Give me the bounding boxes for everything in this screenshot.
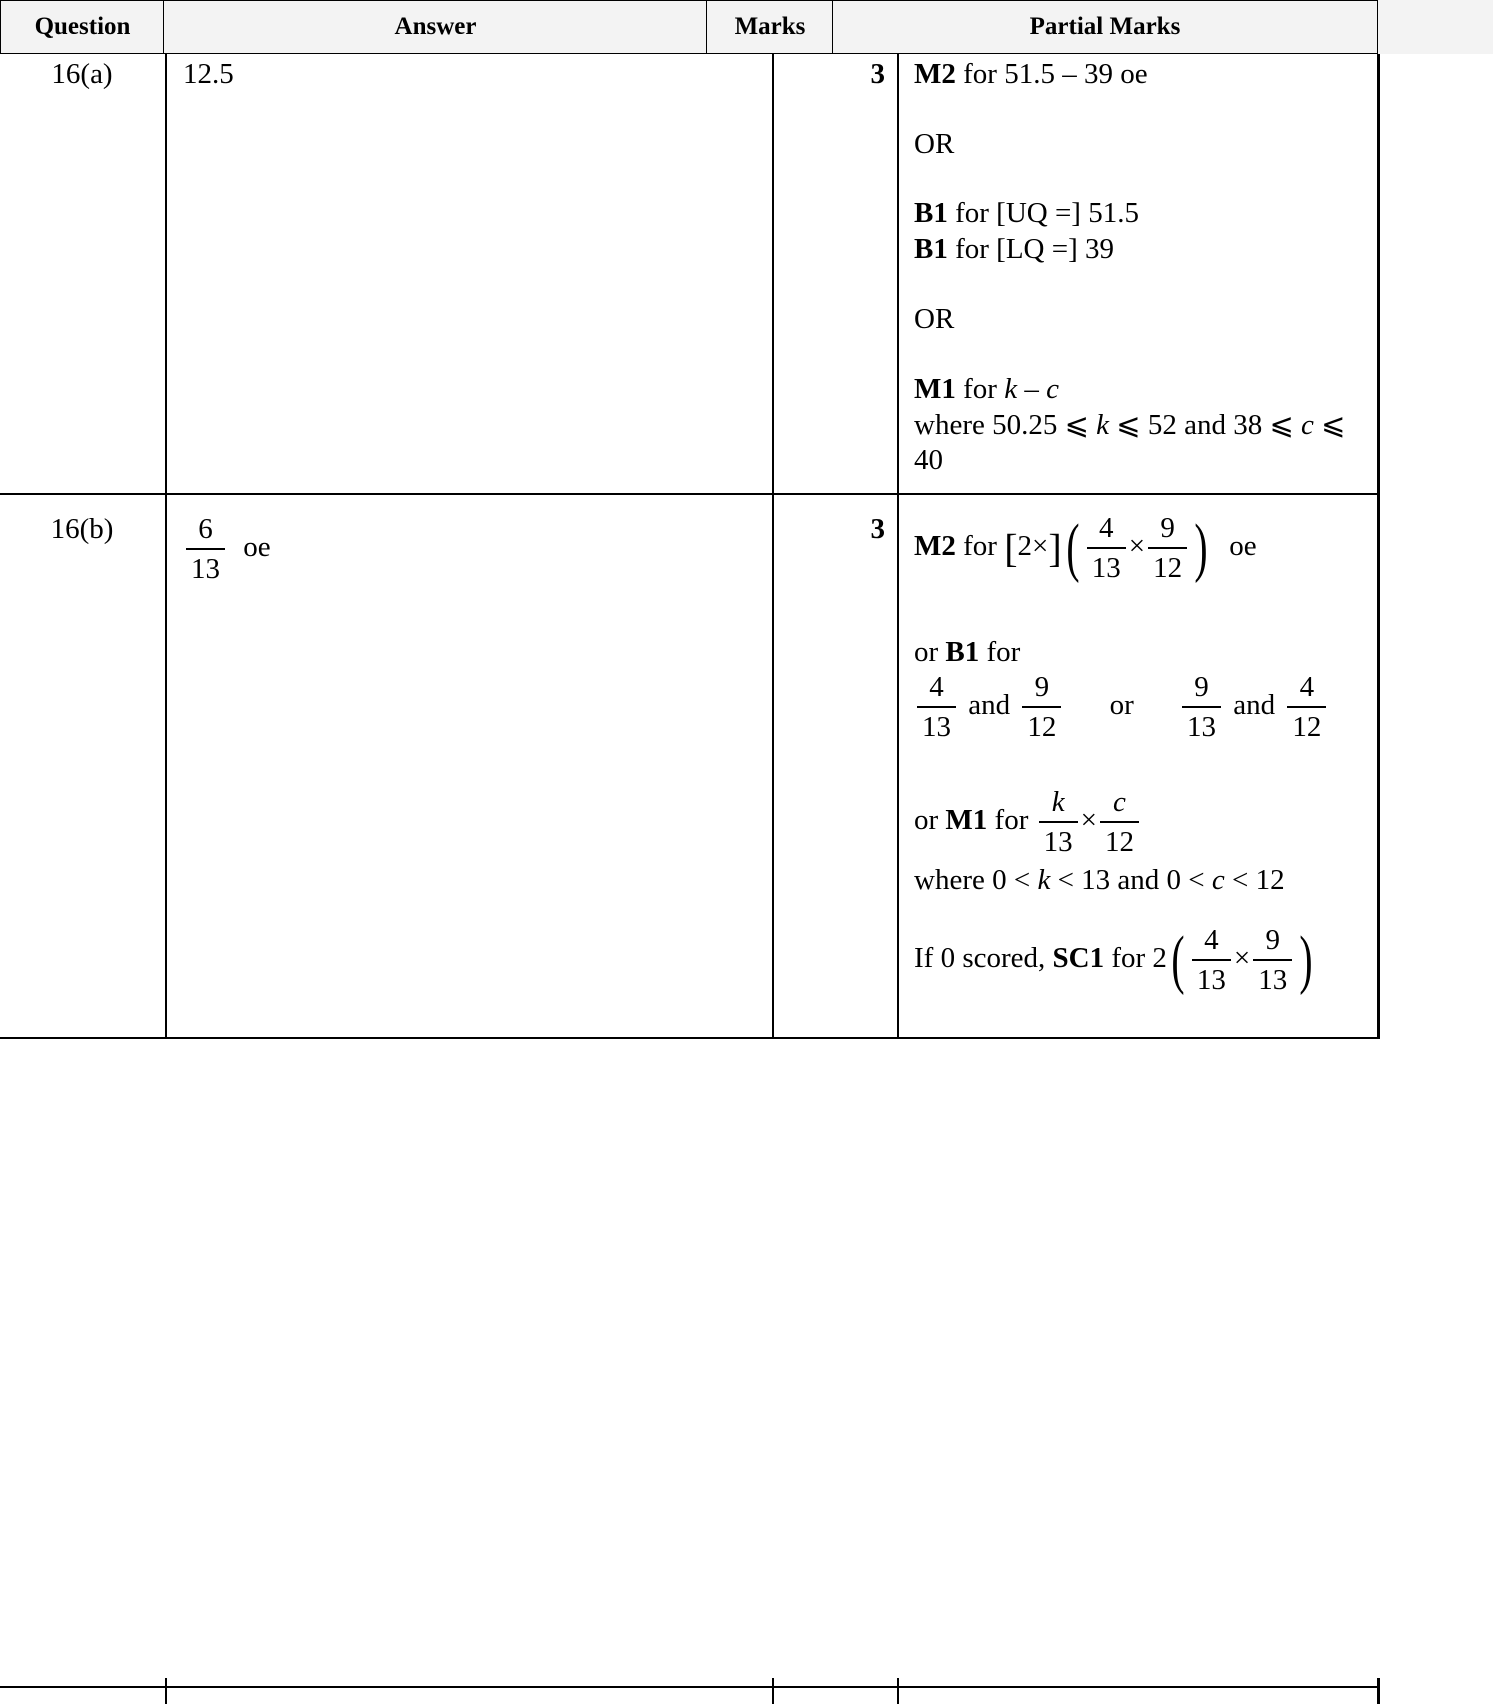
marks-value: 3	[870, 513, 885, 545]
header-answer: Answer	[163, 0, 708, 54]
table-right-border	[1377, 1678, 1380, 1704]
header-partial-marks: Partial Marks	[832, 0, 1378, 54]
header-marks: Marks	[706, 0, 834, 54]
table-header	[0, 0, 1493, 54]
partial-line: OR	[914, 128, 955, 160]
partial-line: B1 for [UQ =] 51.5	[914, 197, 1139, 229]
question-number: 16(a)	[51, 58, 113, 90]
table-right-border	[1377, 54, 1380, 1039]
header-question: Question	[0, 0, 165, 54]
partial-line: OR	[914, 303, 955, 335]
column-divider	[165, 1678, 167, 1704]
partial-line: where 0 < k < 13 and 0 < c < 12	[914, 864, 1285, 896]
partial-line: where 50.25 ⩽ k ⩽ 52 and 38 ⩽ c ⩽	[914, 409, 1346, 441]
row-divider	[0, 1686, 1380, 1688]
table-bottom-border	[0, 1037, 1380, 1039]
partial-line: or M1 for $\frac{k}{13}$ × $\frac{c}{12}$	[914, 787, 1142, 858]
column-divider	[165, 54, 167, 1039]
partial-line: M2 for 51.5 – 39 oe	[914, 58, 1148, 90]
column-divider	[772, 1678, 774, 1704]
row-divider	[0, 493, 1379, 495]
column-divider	[897, 1678, 899, 1704]
partial-line: B1 for [LQ =] 39	[914, 233, 1114, 265]
question-number: 16(b)	[50, 513, 114, 545]
partial-line: 40	[914, 444, 943, 476]
partial-line: $\frac{4}{13}$ and $\frac{9}{12}$ or $\frac{9}{13}$ and $\frac{4}{12}$	[914, 672, 1329, 743]
partial-line: or B1 for	[914, 636, 1021, 668]
answer-value: $\frac{6}{13}$ oe	[183, 514, 271, 585]
partial-line: If 0 scored, SC1 for 2( $\frac{4}{13}$ × $\frac{9}{13}$ )	[914, 923, 1313, 997]
answer-fraction: $\frac{6}{13}$	[186, 514, 225, 585]
partial-line: M1 for k – c	[914, 373, 1059, 405]
answer-value: 12.5	[183, 58, 234, 90]
partial-line: M2 for [2×]( $\frac{4}{13}$ × $\frac{9}{12}$ ) oe	[914, 511, 1257, 585]
column-divider	[772, 54, 774, 1039]
column-divider	[897, 54, 899, 1039]
marks-value: 3	[870, 58, 885, 90]
